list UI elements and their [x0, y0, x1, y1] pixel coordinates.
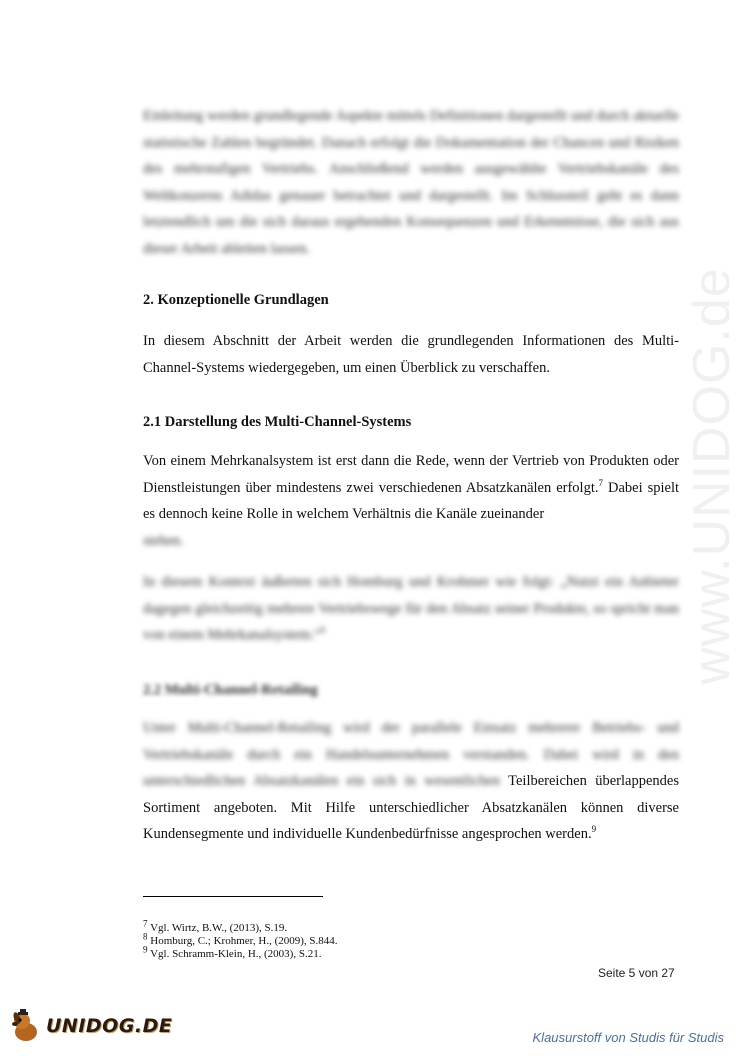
- footnote-item: $^8$ Homburg, C.; Krohmer, H., (2009), S.844.: [143, 931, 338, 947]
- section-2-1-paragraph: [143, 448, 679, 554]
- section-heading-2-2-blurred: 2.2 Multi-Channel-Retailing: [143, 682, 318, 698]
- page-number: Seite 5 von 27: [598, 966, 675, 980]
- watermark: www.UNIDOG.de: [683, 267, 741, 685]
- logo-text: UNIDOG.DE: [46, 1015, 173, 1037]
- dog-mascot-icon: [8, 1008, 44, 1044]
- section-2-2-paragraph: [143, 715, 679, 848]
- section-2-2-text-blurred: Unter Multi-Channel-Retailing wird der parallele Einsatz mehrerer Betriebs- und Vertriebskanäle durch ein Handelsunternehmen verstanden. Dabei wird in den unterschiedlichen Absatzkanälen ein sich in wesentlichen: [143, 720, 679, 789]
- section-heading-2: 2. Konzeptionelle Grundlagen: [143, 292, 329, 308]
- footnote-divider: [143, 896, 323, 897]
- section-2-2-text-visible: Teilbereichen überlappendes Sortiment angeboten. Mit Hilfe unterschiedlicher Absatzkanälen können diverse Kundensegmente und individuelle Kundenbedürfnisse angesprochen werden.: [143, 773, 679, 842]
- footnote-ref-7: 7: [598, 477, 603, 488]
- tagline: Klausurstoff von Studis für Studis: [532, 1030, 724, 1045]
- footnote-item: $^9$ Vgl. Schramm-Klein, H., (2003), S.21.: [143, 944, 322, 960]
- footnote-item: $^7$ Vgl. Wirtz, B.W., (2013), S.19.: [143, 918, 288, 934]
- section-2-paragraph: In diesem Abschnitt der Arbeit werden die grundlegenden Informationen des Multi-Channel-Systems wiedergegeben, um einen Überblick zu verschaffen.: [143, 333, 679, 376]
- footnotes: [143, 918, 338, 961]
- intro-paragraph-blurred: Einleitung werden grundlegende Aspekte mittels Definitionen dargestellt und durch aktuelle statistische Zahlen begründet. Danach erfolgt die Dokumentation der Chancen und Risiken des mehrstufigen Vertriebs. Anschließend werden ausgewählte Vertriebskanäle des Weltkonzerns Adidas genauer betrachtet und dargestellt. Im Schlussteil geht es dann letztendlich um die sich daraus ergebenden Konsequenzen und Erkenntnisse, die sich aus dieser Arbeit ableiten lassen.: [143, 108, 679, 257]
- footnote-ref-9: 9: [591, 824, 597, 835]
- section-heading-2-1: 2.1 Darstellung des Multi-Channel-Systems: [143, 414, 412, 430]
- quote-paragraph-blurred: [143, 569, 679, 649]
- quote-text: In diesem Kontext äußerten sich Homburg und Krohmer wie folgt: „Nutzt ein Anbieter dagegen gleichzeitig mehrere Vertriebswege für den Absatz seiner Produkte, so spricht man von einem Mehrkanalsystem.“: [143, 574, 679, 643]
- section-2-1-text-part1: Von einem Mehrkanalsystem ist erst dann die Rede, wenn der Vertrieb von Produkten oder Dienstleistungen über mindestens zwei verschiedenen Absatzkanälen erfolgt.: [143, 453, 679, 496]
- section-2-1-text-part2: Dabei spielt es dennoch keine Rolle in welchem Verhältnis die Kanäle zueinander: [143, 479, 680, 522]
- section-2-1-text-blurred-end: stehen.: [143, 532, 184, 549]
- unidog-logo[interactable]: [8, 1006, 172, 1046]
- footnote-ref-8: 8: [320, 625, 326, 636]
